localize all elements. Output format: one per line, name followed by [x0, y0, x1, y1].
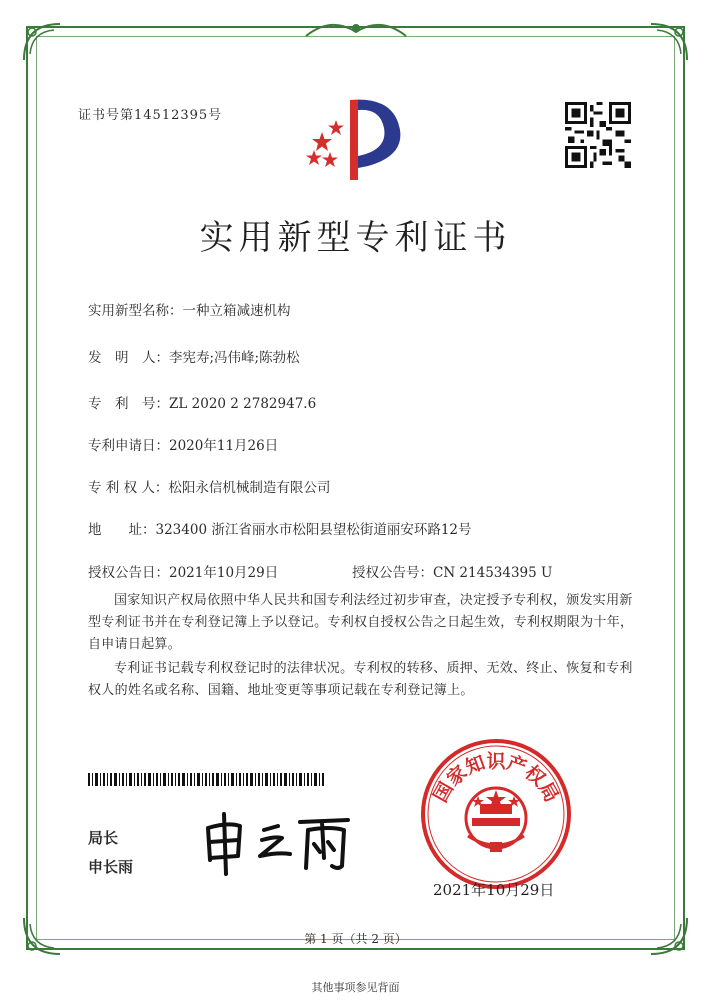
qr-code-icon: [565, 102, 631, 168]
document-title: 实用新型专利证书: [199, 218, 512, 258]
barcode-icon: [88, 773, 324, 786]
top-ornament-icon: [296, 14, 416, 44]
footer-note: 其他事项参见背面: [311, 981, 400, 994]
field-application-date-label: 专利申请日：: [88, 438, 169, 454]
field-patentee-row: [88, 476, 330, 496]
field-address-value: 323400 浙江省丽水市松阳县望松街道丽安环路12号: [155, 522, 472, 538]
page-number: 第 1 页（共 2 页）: [304, 932, 407, 946]
field-grant-number-label: 授权公告号：: [352, 565, 433, 581]
field-address-row: [88, 518, 472, 538]
field-patentee-value: 松阳永信机械制造有限公司: [168, 480, 331, 496]
field-application-date-value: 2020年11月26日: [169, 438, 279, 454]
field-inventor-value: 李宪寿;冯伟峰;陈勃松: [169, 350, 300, 366]
legal-status-paragraph: 专利证书记载专利权登记时的法律状况。专利权的转移、质押、无效、终止、恢复和专利权人的姓名或名称、国籍、地址变更等事项记载在专利登记簿上。: [88, 661, 633, 698]
handwritten-signature-icon: [198, 808, 368, 878]
grant-statement-paragraph: 国家知识产权局依照中华人民共和国专利法经过初步审查，决定授予专利权，颁发实用新型专利证书并在专利登记簿上予以登记。专利权自授权公告之日起生效，专利权期限为十年，自申请日起算。: [88, 593, 634, 652]
field-name-label: 实用新型名称：: [88, 303, 183, 319]
field-grant-date-label: 授权公告日：: [88, 565, 169, 581]
corner-ornament-icon: [18, 18, 66, 66]
field-patent-number-label: 专 利 号：: [88, 396, 169, 412]
official-seal-icon: [420, 738, 572, 890]
field-application-date-row: [88, 434, 278, 454]
director-name: 申长雨: [88, 858, 134, 876]
certificate-number: 证书号第14512395号: [78, 108, 223, 123]
field-grant-number-value: CN 214534395 U: [433, 565, 553, 581]
field-grant-date-row: [88, 561, 278, 581]
field-patent-number-row: [88, 392, 316, 412]
field-patentee-label: 专 利 权 人：: [88, 480, 169, 496]
field-inventor-row: [88, 346, 300, 366]
corner-ornament-icon: [645, 18, 693, 66]
seal-text: 国家知识产权局: [429, 750, 563, 806]
field-grant-date-value: 2021年10月29日: [169, 565, 279, 581]
cnipa-logo-icon: [300, 94, 412, 186]
seal-date: 2021年10月29日: [433, 881, 555, 899]
field-patent-number-value: ZL 2020 2 2782947.6: [169, 396, 317, 412]
field-address-label: 地 址：: [88, 522, 156, 538]
field-name-row: [88, 299, 291, 319]
director-title: 局长: [88, 829, 119, 847]
field-inventor-label: 发 明 人：: [88, 350, 169, 366]
field-grant-number-row: [352, 561, 552, 581]
field-name-value: 一种立箱减速机构: [182, 303, 291, 319]
